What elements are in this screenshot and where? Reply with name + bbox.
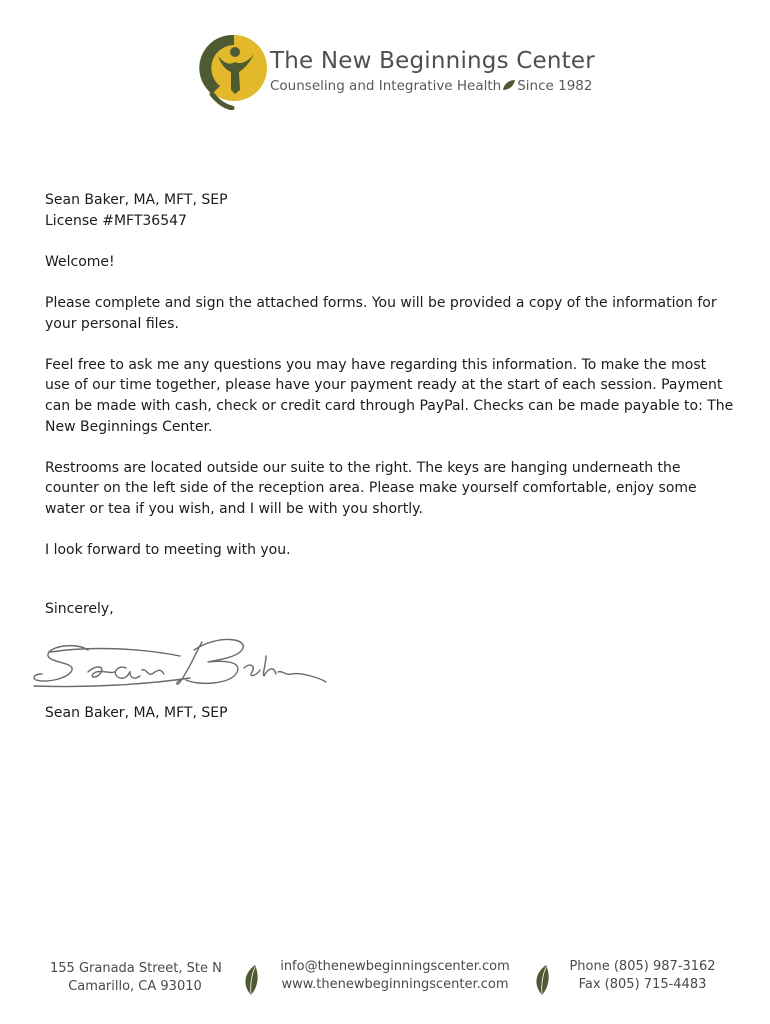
footer-phone-fax (560, 958, 725, 994)
paragraph-closing-remark: I look forward to meeting with you. (45, 542, 291, 559)
signed-name: Sean Baker, MA, MFT, SEP (45, 705, 228, 721)
paragraph-forms: Please complete and sign the attached forms. You will be provided a copy of the information for your personal files. (45, 294, 717, 332)
phone-number: Phone (805) 987-3162 (569, 959, 716, 974)
license-number: License #MFT36547 (45, 212, 187, 229)
leaf-icon (241, 964, 261, 996)
address-line-1: 155 Granada Street, Ste N (50, 961, 222, 976)
signature-image (30, 628, 330, 698)
tagline-right: Since 1982 (517, 78, 593, 94)
leaf-icon (502, 79, 516, 91)
footer-address (50, 960, 220, 996)
new-beginnings-logo-icon (198, 32, 268, 110)
tagline-left: Counseling and Integrative Health (270, 78, 502, 94)
sender-name: Sean Baker, MA, MFT, SEP (45, 192, 228, 208)
greeting: Welcome! (45, 253, 115, 270)
footer-contact-web (280, 958, 510, 994)
closing: Sincerely, (45, 600, 114, 617)
website-link[interactable]: www.thenewbeginningscenter.com (281, 977, 509, 992)
paragraph-restrooms: Restrooms are located outside our suite to the right. The keys are hanging underneath the counter on the left side of the reception area. Please make yourself comfortable, enjoy some water or tea if you wish, and I will be with you shortly. (45, 459, 697, 517)
brand-name: The New Beginnings Center (270, 48, 595, 74)
leaf-icon (532, 964, 552, 996)
email-link[interactable]: info@thenewbeginningscenter.com (280, 959, 510, 974)
footer (0, 956, 770, 1000)
address-line-2: Camarillo, CA 93010 (68, 979, 202, 994)
brand-tagline (270, 78, 593, 94)
letterhead (198, 30, 595, 112)
letter-body (45, 190, 735, 619)
paragraph-payment: Feel free to ask me any questions you may have regarding this information. To make the most use of our time together, please have your payment ready at the start of each session. Payment can be made with cash, check or credit card through PayPal. Checks can be made payable to: The New Beginnings Center. (45, 356, 734, 435)
fax-number: Fax (805) 715-4483 (578, 977, 707, 992)
